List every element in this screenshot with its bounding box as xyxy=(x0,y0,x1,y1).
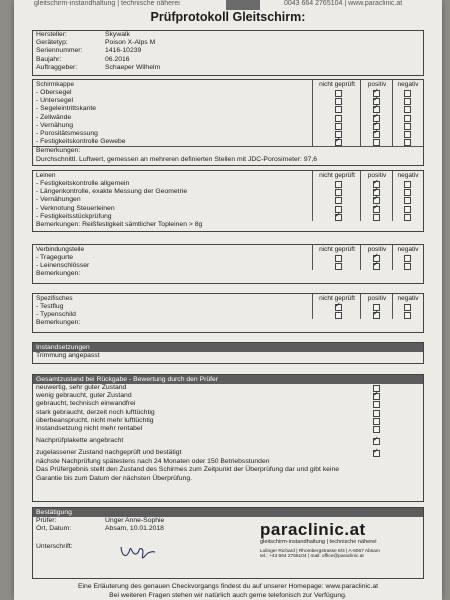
info-row xyxy=(33,39,423,47)
checklist-label: - Obersegel xyxy=(36,89,72,96)
checkbox-pos[interactable] xyxy=(373,139,380,146)
verbindungsteile-section xyxy=(32,244,424,284)
checkbox-neg[interactable] xyxy=(404,189,411,196)
condition-row xyxy=(33,400,423,408)
col-positive: positiv xyxy=(360,171,393,180)
checkbox-neg[interactable] xyxy=(404,255,411,262)
signature-image xyxy=(118,543,158,563)
checkbox-neg[interactable] xyxy=(404,181,411,188)
condition-checkbox[interactable] xyxy=(373,418,380,425)
col-negative: negativ xyxy=(392,245,423,254)
info-label: Gerätetyp: xyxy=(36,39,68,47)
remarks-label: Bemerkungen: xyxy=(36,147,81,155)
checkbox-not[interactable] xyxy=(335,106,342,113)
checkbox-neg[interactable] xyxy=(404,90,411,97)
checkbox-neg[interactable] xyxy=(404,263,411,270)
footer-line2: Bei weiteren Fragen stehen wir natürlich auch gerne telefonisch zur Verfügung. xyxy=(109,592,347,599)
brand-name: paraclinic.at xyxy=(260,520,366,539)
info-value: 06.2016 xyxy=(105,55,130,63)
checklist-row xyxy=(33,262,423,270)
col-negative: negativ xyxy=(392,294,423,303)
checkbox-pos[interactable] xyxy=(373,312,380,319)
protocol-sheet xyxy=(14,0,442,600)
remarks-text: Durchschnittl. Luftwert, gemessen an mehreren definierten Stellen mit JDC-Porosimeter: 97,6 xyxy=(36,155,318,163)
leinen-header-row xyxy=(33,171,423,180)
checkbox-neg[interactable] xyxy=(404,106,411,113)
checklist-row xyxy=(33,130,423,138)
checklist-row xyxy=(33,254,423,262)
gesamtzustand-section xyxy=(32,374,424,502)
checkbox-not[interactable] xyxy=(335,123,342,130)
checklist-label: - Festigkeitskontrolle allgemein xyxy=(36,180,130,187)
condition-label: neuwertig, sehr guter Zustand xyxy=(36,384,127,391)
info-value: Skywalk xyxy=(105,31,130,38)
checkbox-not[interactable] xyxy=(335,189,342,196)
checklist-label: - Längenkontrolle, exakte Messung der Geometrie xyxy=(36,188,188,196)
checklist-row xyxy=(33,138,423,146)
checkbox-neg[interactable] xyxy=(404,139,411,146)
col-not-checked: nicht geprüft xyxy=(312,171,361,180)
glider-info-box xyxy=(32,30,424,76)
ort-datum-label: Ort, Datum: xyxy=(36,525,72,533)
condition-label: wenig gebraucht, guter Zustand xyxy=(36,392,132,400)
checkbox-pos[interactable] xyxy=(373,263,380,270)
checkbox-neg[interactable] xyxy=(404,115,411,122)
ort-datum-value: Absam, 10.01.2018 xyxy=(105,525,164,533)
checklist-label: - Vernähungen xyxy=(36,196,81,204)
checkbox-neg[interactable] xyxy=(404,312,411,319)
verbindungsteile-header-row xyxy=(33,245,423,254)
checkbox-neg[interactable] xyxy=(404,98,411,105)
zugelassen-row: zugelassener Zustand nachgeprüft und bestätigt ✓ xyxy=(33,449,423,457)
info-value: 1416-10239 xyxy=(105,47,142,55)
section-title: Bestätigung xyxy=(33,508,423,517)
condition-row xyxy=(33,384,423,392)
brand-address: Lolinger Richard | Rhombergstrasse 8/3 | A-6067 Absam xyxy=(260,549,380,554)
plakette-checkbox[interactable] xyxy=(373,438,380,445)
col-positive: positiv xyxy=(360,294,393,303)
brand-contact: tel.: +43 664 2765104 | mail: office@paraclinic.at xyxy=(260,554,364,559)
checkbox-not[interactable] xyxy=(335,304,342,311)
info-row xyxy=(33,64,423,72)
spezifisches-header-row xyxy=(33,294,423,303)
checklist-label: - Tragegurte xyxy=(36,254,74,261)
condition-checkbox[interactable] xyxy=(373,393,380,400)
checkbox-neg[interactable] xyxy=(404,131,411,138)
checklist-row xyxy=(33,311,423,319)
disclaimer-line1: Das Prüfergebnis stellt den Zustand des Schirmes zum Zeitpunkt der Überprüfung dar und gibt keine xyxy=(36,466,339,473)
section-title: Verbindungsteile xyxy=(36,246,85,253)
checkbox-neg[interactable] xyxy=(404,197,411,204)
pruefer-value: Unger Anne-Sophie xyxy=(105,517,165,524)
checkbox-pos[interactable] xyxy=(373,206,380,213)
paraclinic-logo-block xyxy=(260,520,380,559)
pruefer-label: Prüfer: xyxy=(36,517,57,524)
letterhead-contact: 0043 664 2765104 | www.paraclinic.at xyxy=(284,0,403,7)
checklist-label: - Segeleintrittskante xyxy=(36,105,97,113)
section-title: Spezifisches xyxy=(36,295,73,302)
remarks-text: Bemerkungen: xyxy=(36,319,81,327)
remarks-text: Bemerkungen: xyxy=(36,270,81,278)
checkbox-not[interactable] xyxy=(335,181,342,188)
instandsetzungen-section xyxy=(32,342,424,364)
condition-checkbox[interactable] xyxy=(373,426,380,433)
condition-label: Instandsetzung nicht mehr rentabel xyxy=(36,424,143,432)
checklist-row xyxy=(33,97,423,105)
checklist-label: - Porositätsmessung xyxy=(36,129,98,137)
checklist-row xyxy=(33,196,423,204)
section-title: Instandsetzungen xyxy=(33,343,423,352)
checklist-label: - Untersegel xyxy=(36,97,74,105)
checkbox-neg[interactable] xyxy=(404,304,411,311)
checkbox-neg[interactable] xyxy=(404,214,411,221)
checkbox-neg[interactable] xyxy=(404,206,411,213)
signature-label: Unterschrift: xyxy=(36,543,73,551)
zugelassen-checkbox[interactable] xyxy=(373,450,380,457)
letterhead-left: gleitschirm-instandhaltung | technische näherei xyxy=(34,0,180,7)
col-negative: negativ xyxy=(392,80,423,89)
leinen-section xyxy=(32,170,424,232)
checkbox-not[interactable] xyxy=(335,90,342,97)
info-value: Schaeper Wilhelm xyxy=(105,63,161,71)
checklist-label: - Festigkeitskontrolle Gewebe xyxy=(36,138,126,146)
checklist-row xyxy=(33,205,423,213)
info-label: Hersteller: xyxy=(36,31,67,38)
schirmkappe-section xyxy=(32,79,424,166)
checkbox-pos[interactable] xyxy=(373,131,380,138)
checkbox-not[interactable] xyxy=(335,139,342,146)
checklist-row xyxy=(33,89,423,97)
info-label: Baujahr: xyxy=(36,55,62,63)
info-row xyxy=(33,56,423,64)
checklist-label: - Leinenschlösser xyxy=(36,262,90,270)
section-title: Schirmkappe xyxy=(36,81,74,88)
schirmkappe-header-row xyxy=(33,80,423,89)
checkbox-not[interactable] xyxy=(335,312,342,319)
col-negative: negativ xyxy=(392,171,423,180)
condition-label: stark gebraucht, derzeit noch lufttüchtig xyxy=(36,408,155,416)
checklist-label: - Typenschild xyxy=(36,311,76,319)
checklist-label: - Testflug xyxy=(36,303,64,310)
checklist-row xyxy=(33,105,423,113)
condition-row xyxy=(33,392,423,400)
condition-row xyxy=(33,417,423,425)
checkbox-not[interactable] xyxy=(335,255,342,262)
brand-tagline: gleitschirm-instandhaltung | technische näherei xyxy=(260,539,377,545)
repairs-text: Trimmung angepasst xyxy=(36,352,100,359)
checkbox-pos[interactable] xyxy=(373,214,380,221)
checklist-row xyxy=(33,213,423,221)
spezifisches-section xyxy=(32,293,424,333)
col-positive: positiv xyxy=(360,80,393,89)
checklist-label: - Festigkeitsstückprüfung xyxy=(36,212,112,220)
info-row xyxy=(33,47,423,55)
letterhead-bar xyxy=(14,0,442,10)
col-not-checked: nicht geprüft xyxy=(312,245,361,254)
condition-row xyxy=(33,425,423,433)
condition-row xyxy=(33,409,423,417)
checklist-label: - Zellwände xyxy=(36,113,72,121)
checklist-label: - Verknotung Steuerleinen xyxy=(36,204,115,212)
checklist-row xyxy=(33,122,423,130)
disclaimer-line2: Garantie bis zum Datum der nächsten Überprüfung. xyxy=(36,474,193,482)
info-value: Poison X-Alps M xyxy=(105,39,156,47)
checkbox-neg[interactable] xyxy=(404,123,411,130)
checklist-label: - Vernähung xyxy=(36,121,74,129)
info-label: Auftraggeber: xyxy=(36,63,78,71)
section-title: Leinen xyxy=(36,172,56,179)
checkbox-not[interactable] xyxy=(335,98,342,105)
col-not-checked: nicht geprüft xyxy=(312,294,361,303)
checklist-row xyxy=(33,114,423,122)
info-row xyxy=(33,31,423,39)
checklist-row xyxy=(33,180,423,188)
footer-line1: Eine Erläuterung des genauen Checkvorgangs findest du auf unserer Homepage: www.paraclinic.at xyxy=(78,583,378,590)
plakette-row: Nachprüfplakette angebracht ✓ xyxy=(33,437,423,445)
condition-label: überbeansprucht, nicht mehr lufttüchtig xyxy=(36,416,154,424)
checklist-row xyxy=(33,303,423,311)
checkbox-not[interactable] xyxy=(335,115,342,122)
info-label: Seriennummer: xyxy=(36,47,83,55)
col-positive: positiv xyxy=(360,245,393,254)
checkbox-not[interactable] xyxy=(335,263,342,270)
section-title: Gesamtzustand bei Rückgabe - Bewertung durch den Prüfer xyxy=(33,375,423,384)
condition-checkbox[interactable] xyxy=(373,401,380,408)
checkbox-not[interactable] xyxy=(335,214,342,221)
checkbox-not[interactable] xyxy=(335,197,342,204)
next-inspection-note: nächste Nachprüfung spätestens nach 24 Monaten oder 150 Betriebsstunden xyxy=(36,457,270,465)
document-title: Prüfprotokoll Gleitschirm: xyxy=(150,10,306,24)
checklist-row xyxy=(33,188,423,196)
remarks-text: Bemerkungen: Reißfestigkeit sämtlicher Topleinen > 8g xyxy=(36,220,203,228)
condition-label: gebraucht, technisch einwandfrei xyxy=(36,400,136,408)
letterhead-logo xyxy=(226,0,260,10)
condition-checkbox[interactable] xyxy=(373,410,380,417)
col-not-checked: nicht geprüft xyxy=(312,80,361,89)
